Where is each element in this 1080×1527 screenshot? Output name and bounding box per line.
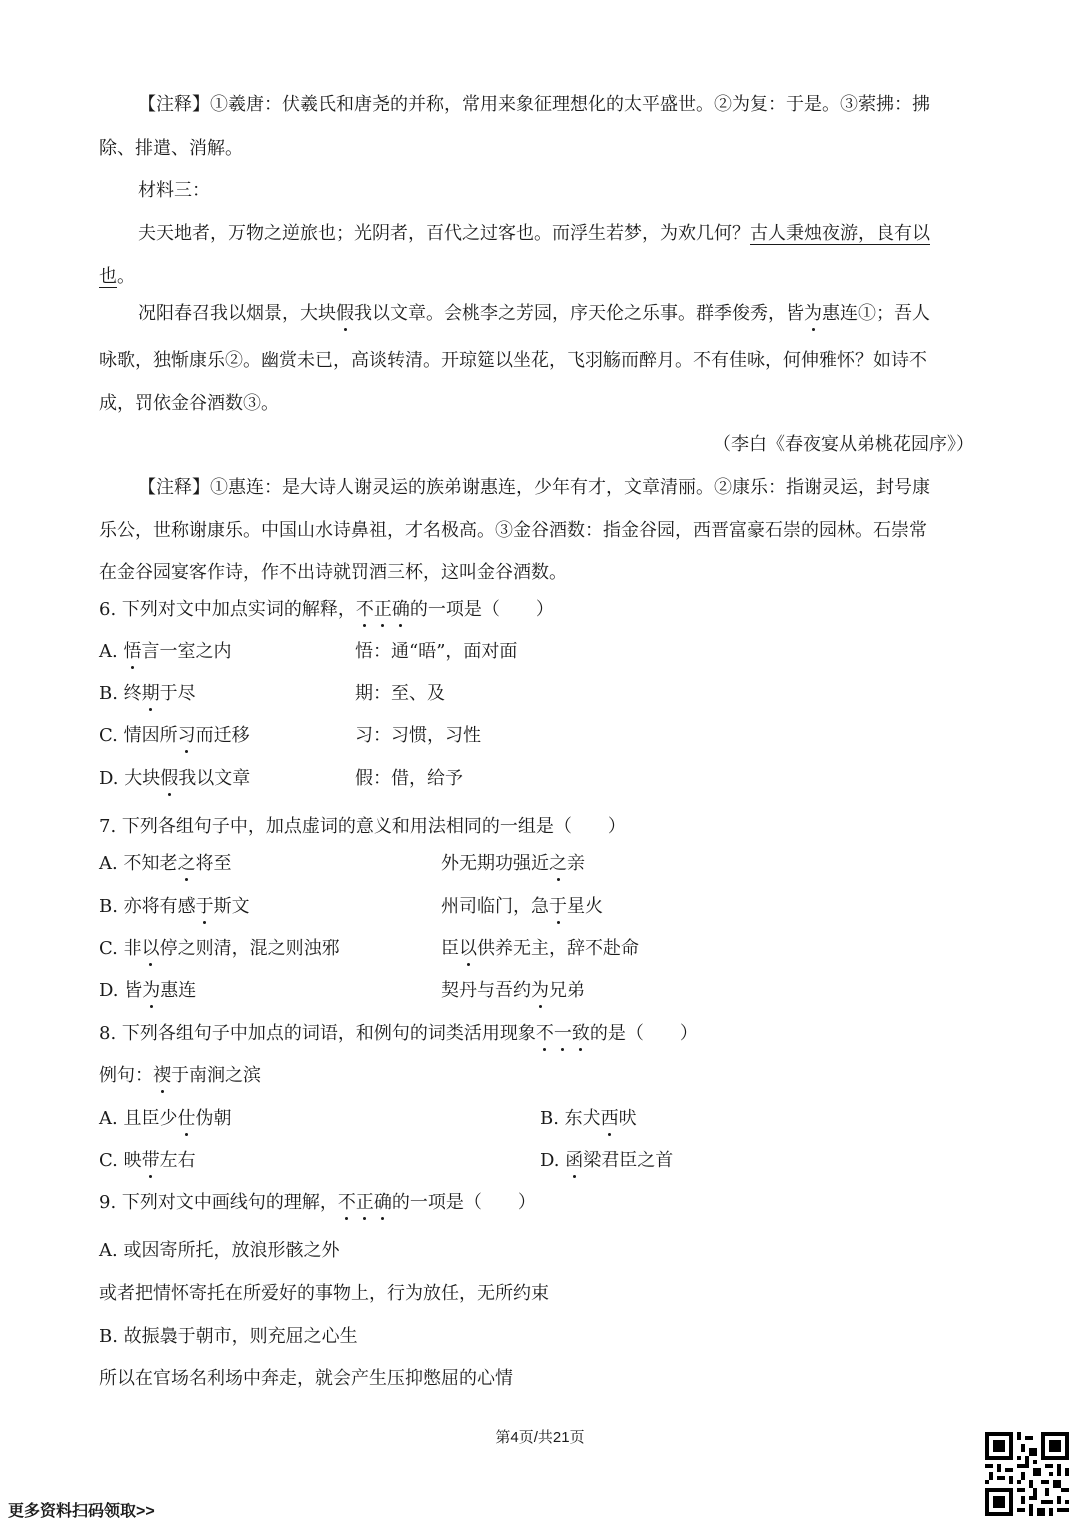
text: B. 东犬 xyxy=(540,1108,601,1129)
text: 契丹与吾约 xyxy=(441,980,531,1001)
dotted-char: 正 xyxy=(373,599,392,620)
option-b[interactable] xyxy=(540,1106,637,1132)
option-a[interactable]: A. 或因寄所托，放浪形骸之外 xyxy=(99,1240,340,1261)
option-gloss: 习：习惯，习性 xyxy=(355,725,481,746)
text: 言一室之内 xyxy=(141,641,232,662)
dotted-char: 正 xyxy=(355,1192,374,1213)
qr-code-icon[interactable] xyxy=(985,1432,1069,1516)
dotted-char: 不 xyxy=(535,1023,554,1044)
option-a[interactable] xyxy=(99,639,231,665)
section-heading: 材料三： xyxy=(138,180,210,201)
dotted-char: 为 xyxy=(531,980,549,1001)
option-d[interactable] xyxy=(540,1148,673,1174)
text: 我以文章 xyxy=(178,768,251,789)
dotted-char: 确 xyxy=(391,599,410,620)
text: 的是（ ） xyxy=(589,1023,698,1044)
option-d[interactable] xyxy=(99,978,196,1004)
text: 的一项是（ ） xyxy=(409,599,554,620)
question-stem xyxy=(99,1190,536,1216)
note-line: 乐公，世称谢康乐。中国山水诗鼻祖，才名极高。③金谷酒数：指金谷园，西晋富豪石崇的园林。石崇常 xyxy=(99,520,927,541)
option-label: C. 情因所 xyxy=(99,725,178,746)
text: C. 映 xyxy=(99,1150,142,1171)
option-a[interactable] xyxy=(99,851,231,877)
dotted-char: 仕 xyxy=(177,1108,196,1129)
option-compare xyxy=(441,978,585,1004)
question-stem xyxy=(99,597,554,623)
dotted-char: 带 xyxy=(141,1150,160,1171)
source-citation: （李白《春夜宴从弟桃花园序》） xyxy=(713,434,974,455)
dotted-char: 禊 xyxy=(153,1065,171,1086)
dotted-char: 函 xyxy=(565,1150,584,1171)
text: 夫天地者，万物之逆旅也；光阴者，百代之过客也。而浮生若梦，为欢几何？ xyxy=(138,223,750,244)
text: 将至 xyxy=(195,853,232,874)
option-c[interactable] xyxy=(99,723,250,749)
option-compare xyxy=(441,894,603,920)
option-compare xyxy=(441,851,585,877)
option-c[interactable] xyxy=(99,936,340,962)
text: 伪朝 xyxy=(195,1108,232,1129)
text: 星火 xyxy=(567,896,603,917)
note-line: 【注释】①羲唐：伏羲氏和唐尧的并称，常用来象征理想化的太平盛世。②为复：于是。③萦拂：拂 xyxy=(138,94,930,115)
option-gloss: 期：至、及 xyxy=(355,683,445,704)
dotted-char: 习 xyxy=(177,725,196,746)
option-explanation: 所以在官场名利场中奔走，就会产生压抑憋屈的心情 xyxy=(99,1368,513,1389)
dotted-char: 之 xyxy=(549,853,567,874)
option-compare xyxy=(441,936,639,962)
dotted-char: 于 xyxy=(549,896,567,917)
dotted-char: 不 xyxy=(355,599,374,620)
dotted-char: 西 xyxy=(600,1108,619,1129)
text: 。 xyxy=(117,266,135,287)
option-gloss: 假：借，给予 xyxy=(355,768,463,789)
underlined-sentence: 古人秉烛夜游，良有以 xyxy=(750,223,930,244)
text: 外无期功强近 xyxy=(441,853,549,874)
paragraph-line xyxy=(138,301,930,327)
text: 8. 下列各组句子中加点的词语，和例句的词类活用现象 xyxy=(99,1023,536,1044)
dotted-char: 以 xyxy=(459,938,477,959)
dotted-char: 之 xyxy=(177,853,196,874)
text: 惠连①；吾人 xyxy=(822,303,930,324)
question-stem xyxy=(99,1021,698,1047)
text: 亲 xyxy=(567,853,585,874)
text: 惠连 xyxy=(160,980,197,1001)
text: 6. 下列对文中加点实词的解释， xyxy=(99,599,356,620)
dotted-char: 悟 xyxy=(123,641,142,662)
page-number: 第4页/共21页 xyxy=(495,1429,585,1446)
dotted-char: 假 xyxy=(160,768,179,789)
text: 州司临门，急 xyxy=(441,896,549,917)
text: 供养无主，辞不赴命 xyxy=(477,938,639,959)
underlined-sentence: 也 xyxy=(99,266,117,287)
dotted-char: 假 xyxy=(336,303,354,324)
text: 例句： xyxy=(99,1065,153,1086)
dotted-char: 为 xyxy=(804,303,822,324)
text: 9. 下列对文中画线句的理解， xyxy=(99,1192,338,1213)
text: 而迁移 xyxy=(195,725,250,746)
option-label: D. 大块 xyxy=(99,768,161,789)
text: 兄弟 xyxy=(549,980,585,1001)
option-explanation: 或者把情怀寄托在所爱好的事物上，行为放任，无所约束 xyxy=(99,1283,549,1304)
question-stem: 7. 下列各组句子中，加点虚词的意义和用法相同的一组是（ ） xyxy=(99,816,626,837)
paragraph-line: 咏歌，独惭康乐②。幽赏未已，高谈转清。开琼筵以坐花，飞羽觞而醉月。不有佳咏，何伸雅怀？如诗不 xyxy=(99,350,927,371)
text: 于南涧之滨 xyxy=(171,1065,261,1086)
option-d[interactable] xyxy=(99,766,250,792)
option-label: B. 终 xyxy=(99,683,142,704)
dotted-char: 一 xyxy=(553,1023,572,1044)
text: 梁君臣之首 xyxy=(583,1150,674,1171)
dotted-char: 致 xyxy=(571,1023,590,1044)
paragraph-line: 成，罚依金谷酒数③。 xyxy=(99,393,279,414)
text: D. xyxy=(540,1150,566,1171)
option-b[interactable] xyxy=(99,681,196,707)
text: 吠 xyxy=(618,1108,637,1129)
dotted-char: 于 xyxy=(195,896,214,917)
dotted-char: 为 xyxy=(142,980,161,1001)
text: D. 皆 xyxy=(99,980,143,1001)
text: A. 且臣少 xyxy=(99,1108,178,1129)
paragraph-line xyxy=(138,221,930,247)
option-label: A. xyxy=(99,641,124,662)
dotted-char: 确 xyxy=(373,1192,392,1213)
note-line: 在金谷园宴客作诗，作不出诗就罚酒三杯，这叫金谷酒数。 xyxy=(99,562,567,583)
example-sentence xyxy=(99,1063,261,1089)
text: 臣 xyxy=(441,938,459,959)
text: 斯文 xyxy=(213,896,250,917)
option-b[interactable]: B. 故振䙚于朝市，则充屈之心生 xyxy=(99,1326,358,1347)
text: A. 不知老 xyxy=(99,853,178,874)
text: 况阳春召我以烟景，大块 xyxy=(138,303,336,324)
option-a[interactable] xyxy=(99,1106,231,1132)
option-gloss: 悟：通“晤”，面对面 xyxy=(355,641,518,662)
dotted-char: 不 xyxy=(337,1192,356,1213)
text: 我以文章。会桃李之芳园，序天伦之乐事。群季俊秀，皆 xyxy=(354,303,804,324)
more-materials-link[interactable]: 更多资料扫码领取>> xyxy=(8,1503,155,1520)
option-c[interactable] xyxy=(99,1148,196,1174)
note-line: 除、排遣、消解。 xyxy=(99,138,243,159)
text: 于尽 xyxy=(159,683,196,704)
text: C. 非 xyxy=(99,938,142,959)
dotted-char: 期 xyxy=(141,683,160,704)
option-b[interactable] xyxy=(99,894,250,920)
note-line: 【注释】①惠连：是大诗人谢灵运的族弟谢惠连，少年有才，文章清丽。②康乐：指谢灵运，封号康 xyxy=(138,477,930,498)
text: 的一项是（ ） xyxy=(391,1192,536,1213)
text: 停之则清，混之则浊邪 xyxy=(159,938,340,959)
text: B. 亦将有感 xyxy=(99,896,196,917)
text: 左右 xyxy=(159,1150,196,1171)
dotted-char: 以 xyxy=(141,938,160,959)
paragraph-line xyxy=(99,264,135,290)
